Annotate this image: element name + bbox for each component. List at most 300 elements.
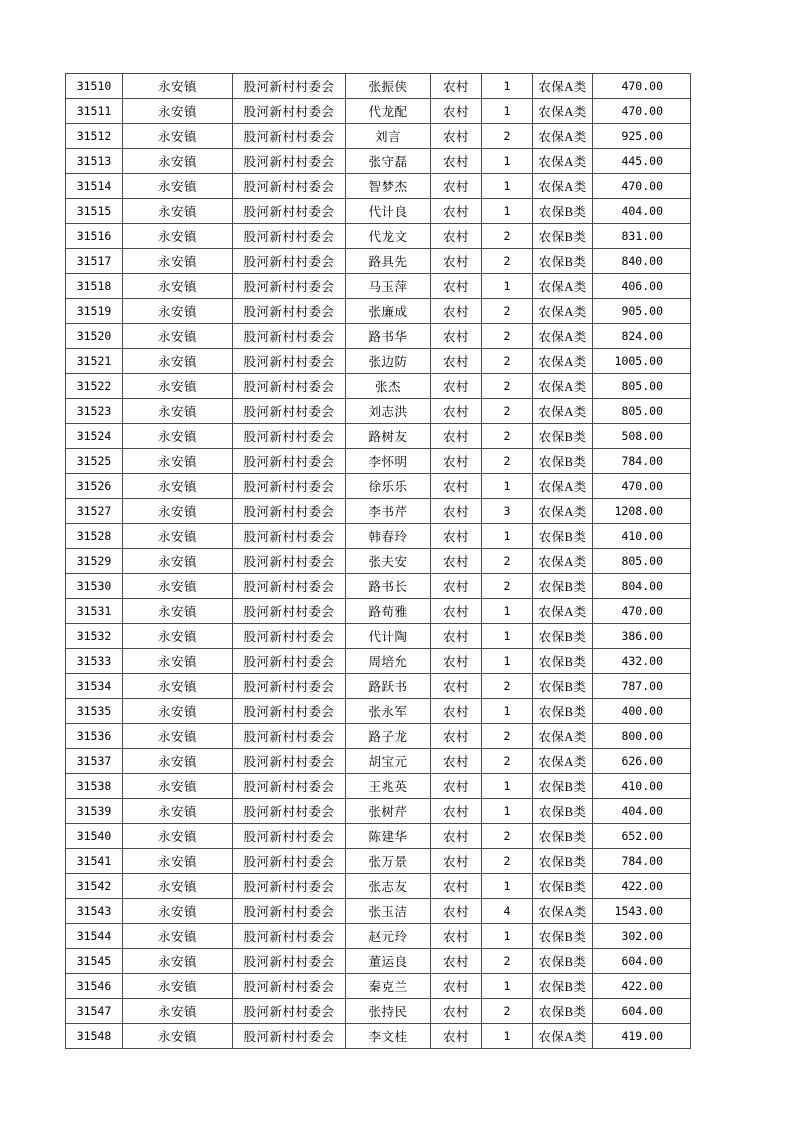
cell-count: 1 xyxy=(482,474,533,499)
cell-residence: 农村 xyxy=(431,149,482,174)
cell-residence: 农村 xyxy=(431,774,482,799)
cell-town: 永安镇 xyxy=(123,824,233,849)
table-row xyxy=(66,99,691,124)
cell-count: 2 xyxy=(482,849,533,874)
cell-name: 王兆英 xyxy=(346,774,431,799)
cell-amount: 804.00 xyxy=(593,574,691,599)
cell-town: 永安镇 xyxy=(123,749,233,774)
cell-name: 李文桂 xyxy=(346,1024,431,1049)
table-row xyxy=(66,74,691,99)
cell-insurance_type: 农保A类 xyxy=(533,724,593,749)
cell-name: 张玉洁 xyxy=(346,899,431,924)
cell-residence: 农村 xyxy=(431,274,482,299)
cell-town: 永安镇 xyxy=(123,924,233,949)
cell-insurance_type: 农保B类 xyxy=(533,199,593,224)
cell-serial: 31510 xyxy=(66,74,123,99)
cell-committee: 股河新村村委会 xyxy=(233,799,346,824)
cell-town: 永安镇 xyxy=(123,874,233,899)
cell-serial: 31515 xyxy=(66,199,123,224)
cell-serial: 31530 xyxy=(66,574,123,599)
table-row xyxy=(66,649,691,674)
cell-town: 永安镇 xyxy=(123,349,233,374)
cell-residence: 农村 xyxy=(431,599,482,624)
cell-count: 2 xyxy=(482,374,533,399)
cell-insurance_type: 农保B类 xyxy=(533,774,593,799)
cell-amount: 470.00 xyxy=(593,174,691,199)
cell-serial: 31538 xyxy=(66,774,123,799)
cell-name: 路树友 xyxy=(346,424,431,449)
cell-amount: 652.00 xyxy=(593,824,691,849)
table-row xyxy=(66,449,691,474)
cell-committee: 股河新村村委会 xyxy=(233,149,346,174)
table-row xyxy=(66,849,691,874)
cell-committee: 股河新村村委会 xyxy=(233,599,346,624)
cell-amount: 406.00 xyxy=(593,274,691,299)
cell-town: 永安镇 xyxy=(123,274,233,299)
table-row xyxy=(66,674,691,699)
cell-count: 4 xyxy=(482,899,533,924)
cell-serial: 31521 xyxy=(66,349,123,374)
cell-insurance_type: 农保A类 xyxy=(533,324,593,349)
table-row xyxy=(66,549,691,574)
cell-serial: 31546 xyxy=(66,974,123,999)
cell-count: 2 xyxy=(482,449,533,474)
cell-count: 2 xyxy=(482,749,533,774)
cell-serial: 31540 xyxy=(66,824,123,849)
cell-amount: 831.00 xyxy=(593,224,691,249)
cell-count: 2 xyxy=(482,824,533,849)
cell-insurance_type: 农保B类 xyxy=(533,999,593,1024)
cell-serial: 31548 xyxy=(66,1024,123,1049)
cell-count: 1 xyxy=(482,99,533,124)
cell-name: 代龙文 xyxy=(346,224,431,249)
cell-serial: 31532 xyxy=(66,624,123,649)
cell-serial: 31526 xyxy=(66,474,123,499)
cell-serial: 31547 xyxy=(66,999,123,1024)
cell-residence: 农村 xyxy=(431,349,482,374)
cell-serial: 31541 xyxy=(66,849,123,874)
cell-serial: 31534 xyxy=(66,674,123,699)
cell-count: 1 xyxy=(482,74,533,99)
cell-count: 1 xyxy=(482,624,533,649)
cell-residence: 农村 xyxy=(431,499,482,524)
cell-residence: 农村 xyxy=(431,399,482,424)
cell-town: 永安镇 xyxy=(123,199,233,224)
cell-town: 永安镇 xyxy=(123,174,233,199)
table-row xyxy=(66,274,691,299)
cell-committee: 股河新村村委会 xyxy=(233,674,346,699)
cell-committee: 股河新村村委会 xyxy=(233,549,346,574)
cell-count: 1 xyxy=(482,174,533,199)
cell-serial: 31539 xyxy=(66,799,123,824)
cell-amount: 404.00 xyxy=(593,199,691,224)
cell-name: 张廉成 xyxy=(346,299,431,324)
table-row xyxy=(66,574,691,599)
cell-committee: 股河新村村委会 xyxy=(233,624,346,649)
table-row xyxy=(66,124,691,149)
cell-committee: 股河新村村委会 xyxy=(233,324,346,349)
cell-committee: 股河新村村委会 xyxy=(233,974,346,999)
cell-residence: 农村 xyxy=(431,824,482,849)
cell-serial: 31542 xyxy=(66,874,123,899)
table-row xyxy=(66,799,691,824)
cell-town: 永安镇 xyxy=(123,724,233,749)
cell-residence: 农村 xyxy=(431,124,482,149)
cell-count: 1 xyxy=(482,649,533,674)
cell-name: 陈建华 xyxy=(346,824,431,849)
cell-residence: 农村 xyxy=(431,799,482,824)
cell-residence: 农村 xyxy=(431,424,482,449)
cell-insurance_type: 农保B类 xyxy=(533,674,593,699)
cell-name: 代计良 xyxy=(346,199,431,224)
cell-count: 1 xyxy=(482,524,533,549)
cell-count: 2 xyxy=(482,399,533,424)
cell-town: 永安镇 xyxy=(123,374,233,399)
cell-committee: 股河新村村委会 xyxy=(233,99,346,124)
cell-town: 永安镇 xyxy=(123,299,233,324)
cell-insurance_type: 农保B类 xyxy=(533,524,593,549)
cell-insurance_type: 农保B类 xyxy=(533,224,593,249)
cell-count: 1 xyxy=(482,974,533,999)
cell-count: 1 xyxy=(482,774,533,799)
table-row xyxy=(66,524,691,549)
cell-serial: 31529 xyxy=(66,549,123,574)
cell-insurance_type: 农保A类 xyxy=(533,274,593,299)
cell-count: 2 xyxy=(482,674,533,699)
cell-amount: 787.00 xyxy=(593,674,691,699)
cell-town: 永安镇 xyxy=(123,424,233,449)
cell-residence: 农村 xyxy=(431,249,482,274)
cell-insurance_type: 农保B类 xyxy=(533,624,593,649)
cell-amount: 626.00 xyxy=(593,749,691,774)
cell-amount: 905.00 xyxy=(593,299,691,324)
table-row xyxy=(66,399,691,424)
table-row xyxy=(66,599,691,624)
cell-committee: 股河新村村委会 xyxy=(233,949,346,974)
cell-residence: 农村 xyxy=(431,74,482,99)
cell-insurance_type: 农保A类 xyxy=(533,299,593,324)
cell-town: 永安镇 xyxy=(123,549,233,574)
cell-name: 张志友 xyxy=(346,874,431,899)
cell-amount: 800.00 xyxy=(593,724,691,749)
cell-serial: 31513 xyxy=(66,149,123,174)
table-row xyxy=(66,149,691,174)
cell-amount: 410.00 xyxy=(593,774,691,799)
cell-residence: 农村 xyxy=(431,899,482,924)
cell-residence: 农村 xyxy=(431,749,482,774)
cell-committee: 股河新村村委会 xyxy=(233,449,346,474)
cell-count: 2 xyxy=(482,549,533,574)
table-row xyxy=(66,499,691,524)
cell-count: 2 xyxy=(482,724,533,749)
cell-amount: 470.00 xyxy=(593,99,691,124)
table-row xyxy=(66,474,691,499)
cell-name: 韩春玲 xyxy=(346,524,431,549)
cell-committee: 股河新村村委会 xyxy=(233,199,346,224)
cell-committee: 股河新村村委会 xyxy=(233,849,346,874)
cell-insurance_type: 农保B类 xyxy=(533,949,593,974)
cell-count: 1 xyxy=(482,799,533,824)
cell-residence: 农村 xyxy=(431,174,482,199)
table-row xyxy=(66,624,691,649)
cell-insurance_type: 农保A类 xyxy=(533,474,593,499)
cell-amount: 470.00 xyxy=(593,599,691,624)
cell-insurance_type: 农保A类 xyxy=(533,599,593,624)
cell-committee: 股河新村村委会 xyxy=(233,399,346,424)
cell-name: 路书长 xyxy=(346,574,431,599)
cell-town: 永安镇 xyxy=(123,599,233,624)
cell-residence: 农村 xyxy=(431,724,482,749)
table-row xyxy=(66,974,691,999)
cell-serial: 31533 xyxy=(66,649,123,674)
cell-amount: 302.00 xyxy=(593,924,691,949)
cell-town: 永安镇 xyxy=(123,949,233,974)
cell-name: 马玉萍 xyxy=(346,274,431,299)
cell-serial: 31520 xyxy=(66,324,123,349)
cell-residence: 农村 xyxy=(431,224,482,249)
cell-insurance_type: 农保B类 xyxy=(533,974,593,999)
cell-amount: 925.00 xyxy=(593,124,691,149)
cell-town: 永安镇 xyxy=(123,799,233,824)
cell-insurance_type: 农保A类 xyxy=(533,74,593,99)
table-row xyxy=(66,174,691,199)
cell-name: 张边防 xyxy=(346,349,431,374)
cell-serial: 31535 xyxy=(66,699,123,724)
cell-residence: 农村 xyxy=(431,974,482,999)
cell-count: 3 xyxy=(482,499,533,524)
cell-insurance_type: 农保B类 xyxy=(533,849,593,874)
cell-insurance_type: 农保A类 xyxy=(533,374,593,399)
cell-town: 永安镇 xyxy=(123,149,233,174)
cell-town: 永安镇 xyxy=(123,474,233,499)
cell-name: 周培允 xyxy=(346,649,431,674)
cell-insurance_type: 农保B类 xyxy=(533,799,593,824)
cell-serial: 31545 xyxy=(66,949,123,974)
table-body xyxy=(66,74,691,1049)
cell-serial: 31518 xyxy=(66,274,123,299)
cell-serial: 31525 xyxy=(66,449,123,474)
cell-town: 永安镇 xyxy=(123,399,233,424)
cell-amount: 604.00 xyxy=(593,949,691,974)
cell-insurance_type: 农保B类 xyxy=(533,249,593,274)
cell-insurance_type: 农保B类 xyxy=(533,874,593,899)
table-row xyxy=(66,874,691,899)
cell-committee: 股河新村村委会 xyxy=(233,924,346,949)
cell-committee: 股河新村村委会 xyxy=(233,224,346,249)
table-row xyxy=(66,899,691,924)
cell-committee: 股河新村村委会 xyxy=(233,699,346,724)
cell-residence: 农村 xyxy=(431,999,482,1024)
cell-count: 2 xyxy=(482,424,533,449)
cell-amount: 824.00 xyxy=(593,324,691,349)
cell-name: 李书芹 xyxy=(346,499,431,524)
cell-residence: 农村 xyxy=(431,574,482,599)
cell-serial: 31514 xyxy=(66,174,123,199)
cell-count: 2 xyxy=(482,124,533,149)
cell-amount: 432.00 xyxy=(593,649,691,674)
cell-town: 永安镇 xyxy=(123,774,233,799)
cell-serial: 31528 xyxy=(66,524,123,549)
cell-residence: 农村 xyxy=(431,374,482,399)
cell-name: 刘志洪 xyxy=(346,399,431,424)
table-row xyxy=(66,299,691,324)
cell-amount: 805.00 xyxy=(593,549,691,574)
cell-count: 1 xyxy=(482,924,533,949)
cell-serial: 31536 xyxy=(66,724,123,749)
cell-count: 1 xyxy=(482,874,533,899)
cell-count: 2 xyxy=(482,574,533,599)
cell-residence: 农村 xyxy=(431,649,482,674)
cell-committee: 股河新村村委会 xyxy=(233,349,346,374)
cell-amount: 840.00 xyxy=(593,249,691,274)
cell-committee: 股河新村村委会 xyxy=(233,274,346,299)
cell-count: 2 xyxy=(482,224,533,249)
cell-insurance_type: 农保B类 xyxy=(533,824,593,849)
cell-town: 永安镇 xyxy=(123,849,233,874)
cell-amount: 410.00 xyxy=(593,524,691,549)
cell-committee: 股河新村村委会 xyxy=(233,574,346,599)
cell-insurance_type: 农保B类 xyxy=(533,449,593,474)
cell-insurance_type: 农保B类 xyxy=(533,699,593,724)
cell-committee: 股河新村村委会 xyxy=(233,1024,346,1049)
table-row xyxy=(66,349,691,374)
cell-name: 张夫安 xyxy=(346,549,431,574)
cell-amount: 784.00 xyxy=(593,449,691,474)
cell-residence: 农村 xyxy=(431,199,482,224)
cell-name: 张树芹 xyxy=(346,799,431,824)
cell-name: 张永军 xyxy=(346,699,431,724)
cell-count: 1 xyxy=(482,274,533,299)
cell-insurance_type: 农保A类 xyxy=(533,174,593,199)
cell-committee: 股河新村村委会 xyxy=(233,74,346,99)
cell-serial: 31522 xyxy=(66,374,123,399)
cell-amount: 508.00 xyxy=(593,424,691,449)
cell-town: 永安镇 xyxy=(123,74,233,99)
cell-committee: 股河新村村委会 xyxy=(233,374,346,399)
cell-amount: 422.00 xyxy=(593,974,691,999)
cell-committee: 股河新村村委会 xyxy=(233,874,346,899)
cell-insurance_type: 农保B类 xyxy=(533,649,593,674)
table-row xyxy=(66,1024,691,1049)
cell-amount: 805.00 xyxy=(593,374,691,399)
cell-insurance_type: 农保B类 xyxy=(533,424,593,449)
cell-count: 2 xyxy=(482,249,533,274)
cell-name: 张杰 xyxy=(346,374,431,399)
cell-name: 代计陶 xyxy=(346,624,431,649)
cell-town: 永安镇 xyxy=(123,524,233,549)
cell-committee: 股河新村村委会 xyxy=(233,424,346,449)
cell-residence: 农村 xyxy=(431,624,482,649)
cell-amount: 400.00 xyxy=(593,699,691,724)
cell-committee: 股河新村村委会 xyxy=(233,649,346,674)
cell-name: 路荀雅 xyxy=(346,599,431,624)
cell-amount: 419.00 xyxy=(593,1024,691,1049)
cell-town: 永安镇 xyxy=(123,974,233,999)
cell-count: 1 xyxy=(482,599,533,624)
cell-insurance_type: 农保A类 xyxy=(533,399,593,424)
table-row xyxy=(66,699,691,724)
cell-committee: 股河新村村委会 xyxy=(233,724,346,749)
cell-serial: 31516 xyxy=(66,224,123,249)
cell-insurance_type: 农保A类 xyxy=(533,124,593,149)
benefits-table xyxy=(65,73,691,1049)
cell-name: 代龙配 xyxy=(346,99,431,124)
cell-amount: 470.00 xyxy=(593,474,691,499)
cell-insurance_type: 农保A类 xyxy=(533,899,593,924)
cell-residence: 农村 xyxy=(431,474,482,499)
cell-name: 张振侠 xyxy=(346,74,431,99)
cell-count: 1 xyxy=(482,149,533,174)
table-row xyxy=(66,749,691,774)
cell-committee: 股河新村村委会 xyxy=(233,749,346,774)
cell-count: 2 xyxy=(482,299,533,324)
cell-committee: 股河新村村委会 xyxy=(233,524,346,549)
cell-town: 永安镇 xyxy=(123,999,233,1024)
cell-residence: 农村 xyxy=(431,924,482,949)
cell-town: 永安镇 xyxy=(123,624,233,649)
cell-committee: 股河新村村委会 xyxy=(233,824,346,849)
table-row xyxy=(66,224,691,249)
cell-town: 永安镇 xyxy=(123,224,233,249)
cell-insurance_type: 农保A类 xyxy=(533,99,593,124)
cell-serial: 31531 xyxy=(66,599,123,624)
cell-amount: 1005.00 xyxy=(593,349,691,374)
cell-committee: 股河新村村委会 xyxy=(233,474,346,499)
cell-town: 永安镇 xyxy=(123,249,233,274)
cell-name: 李怀明 xyxy=(346,449,431,474)
cell-committee: 股河新村村委会 xyxy=(233,299,346,324)
cell-committee: 股河新村村委会 xyxy=(233,499,346,524)
cell-serial: 31512 xyxy=(66,124,123,149)
cell-amount: 386.00 xyxy=(593,624,691,649)
table-row xyxy=(66,324,691,349)
cell-name: 秦克兰 xyxy=(346,974,431,999)
cell-residence: 农村 xyxy=(431,874,482,899)
cell-amount: 422.00 xyxy=(593,874,691,899)
cell-serial: 31517 xyxy=(66,249,123,274)
table-row xyxy=(66,824,691,849)
cell-insurance_type: 农保A类 xyxy=(533,349,593,374)
cell-town: 永安镇 xyxy=(123,649,233,674)
cell-amount: 1543.00 xyxy=(593,899,691,924)
table-row xyxy=(66,924,691,949)
cell-residence: 农村 xyxy=(431,449,482,474)
table-row xyxy=(66,199,691,224)
cell-name: 董运良 xyxy=(346,949,431,974)
cell-serial: 31519 xyxy=(66,299,123,324)
cell-town: 永安镇 xyxy=(123,449,233,474)
cell-residence: 农村 xyxy=(431,524,482,549)
table-row xyxy=(66,999,691,1024)
cell-residence: 农村 xyxy=(431,324,482,349)
cell-town: 永安镇 xyxy=(123,499,233,524)
cell-residence: 农村 xyxy=(431,549,482,574)
cell-count: 2 xyxy=(482,349,533,374)
cell-count: 2 xyxy=(482,999,533,1024)
cell-name: 刘言 xyxy=(346,124,431,149)
cell-name: 智梦杰 xyxy=(346,174,431,199)
cell-count: 2 xyxy=(482,324,533,349)
cell-town: 永安镇 xyxy=(123,124,233,149)
cell-name: 路跃书 xyxy=(346,674,431,699)
cell-residence: 农村 xyxy=(431,699,482,724)
cell-town: 永安镇 xyxy=(123,674,233,699)
cell-town: 永安镇 xyxy=(123,574,233,599)
cell-serial: 31524 xyxy=(66,424,123,449)
cell-amount: 784.00 xyxy=(593,849,691,874)
cell-name: 张守磊 xyxy=(346,149,431,174)
cell-town: 永安镇 xyxy=(123,324,233,349)
